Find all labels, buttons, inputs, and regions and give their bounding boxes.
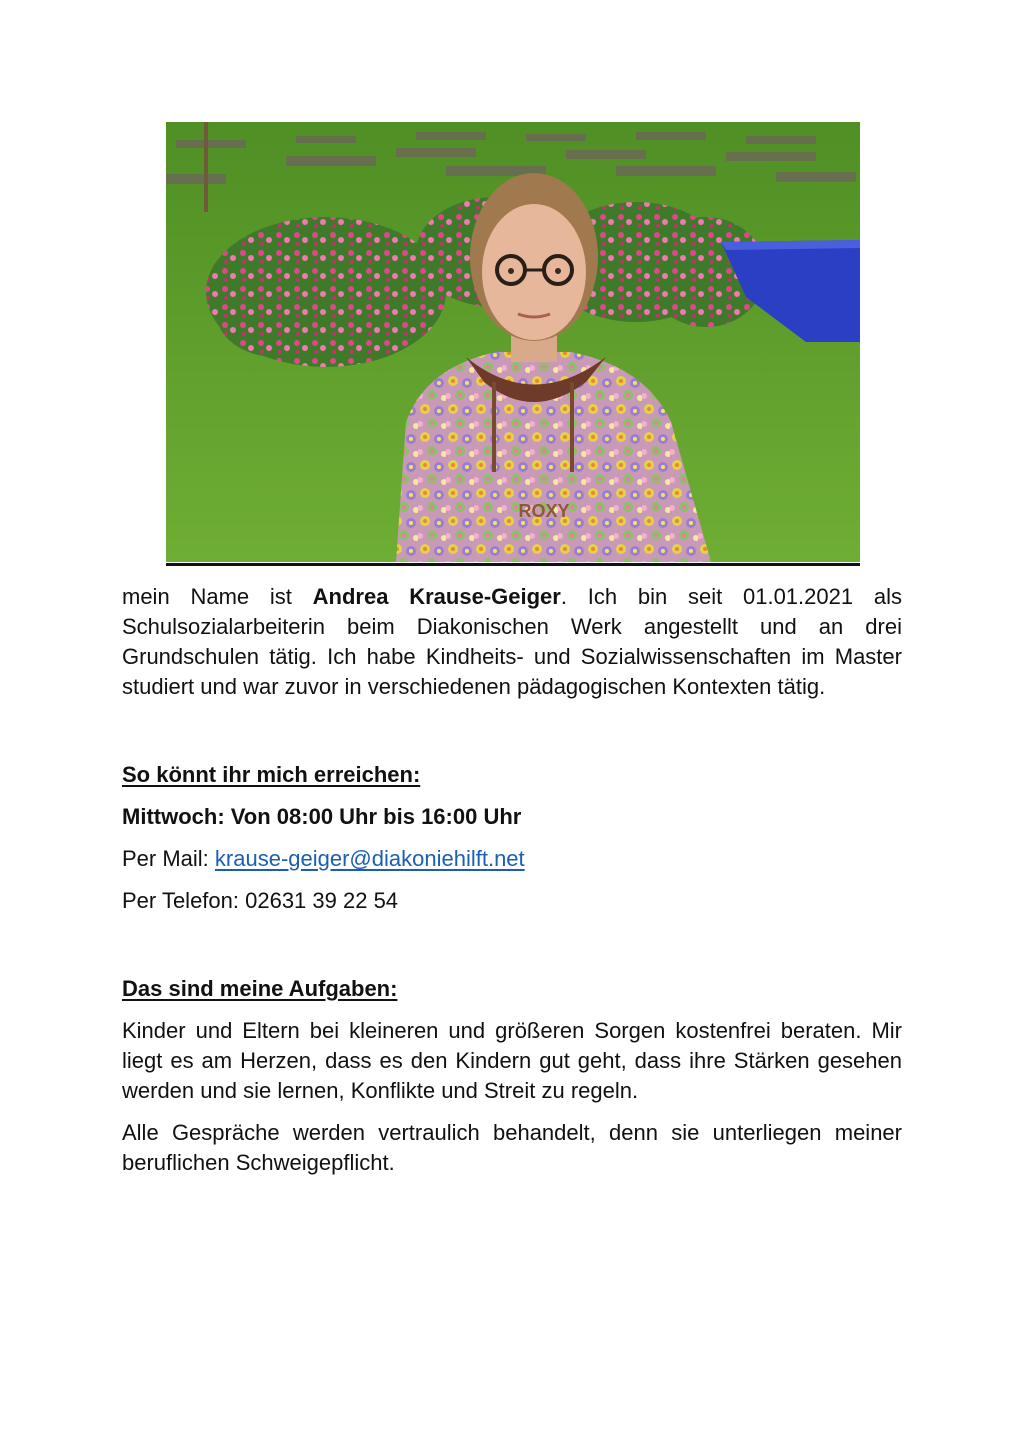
mail-line <box>122 844 902 874</box>
hoodie-print: ROXY <box>518 501 570 521</box>
contact-heading: So könnt ihr mich erreichen: <box>122 762 421 787</box>
office-hours: Mittwoch: Von 08:00 Uhr bis 16:00 Uhr <box>122 804 522 829</box>
portrait-photo <box>166 122 860 562</box>
intro-lead: mein Name ist <box>122 584 313 609</box>
tasks-paragraph-2: Alle Gespräche werden vertraulich behandelt, denn sie unterliegen meiner beruflichen Schweigepflicht. <box>122 1120 902 1175</box>
phone-line: Per Telefon: 02631 39 22 54 <box>122 888 399 913</box>
mail-label: Per Mail: <box>122 846 215 871</box>
tasks-paragraph-1: Kinder und Eltern bei kleineren und größeren Sorgen kostenfrei beraten. Mir liegt es am Herzen, dass es den Kindern gut geht, dass ihre Stärken gesehen werden und sie lernen, Konflikte und Streit zu regeln. <box>122 1018 902 1103</box>
intro-paragraph <box>122 582 902 702</box>
document-body <box>122 582 902 1178</box>
intro-rest: . Ich bin seit 01.01.2021 als Schulsozialarbeiterin beim Diakonischen Werk angestellt und an drei Grundschulen tätig. Ich habe Kindheits- und Sozialwissenschaften im Master studiert und war zuvor in verschiedenen pädagogischen Kontexten tätig. <box>122 584 902 699</box>
photo-underline <box>166 563 860 566</box>
person-name: Andrea Krause-Geiger <box>312 584 561 609</box>
tasks-heading: Das sind meine Aufgaben: <box>122 976 398 1001</box>
email-link[interactable]: krause-geiger@diakoniehilft.net <box>214 846 525 871</box>
